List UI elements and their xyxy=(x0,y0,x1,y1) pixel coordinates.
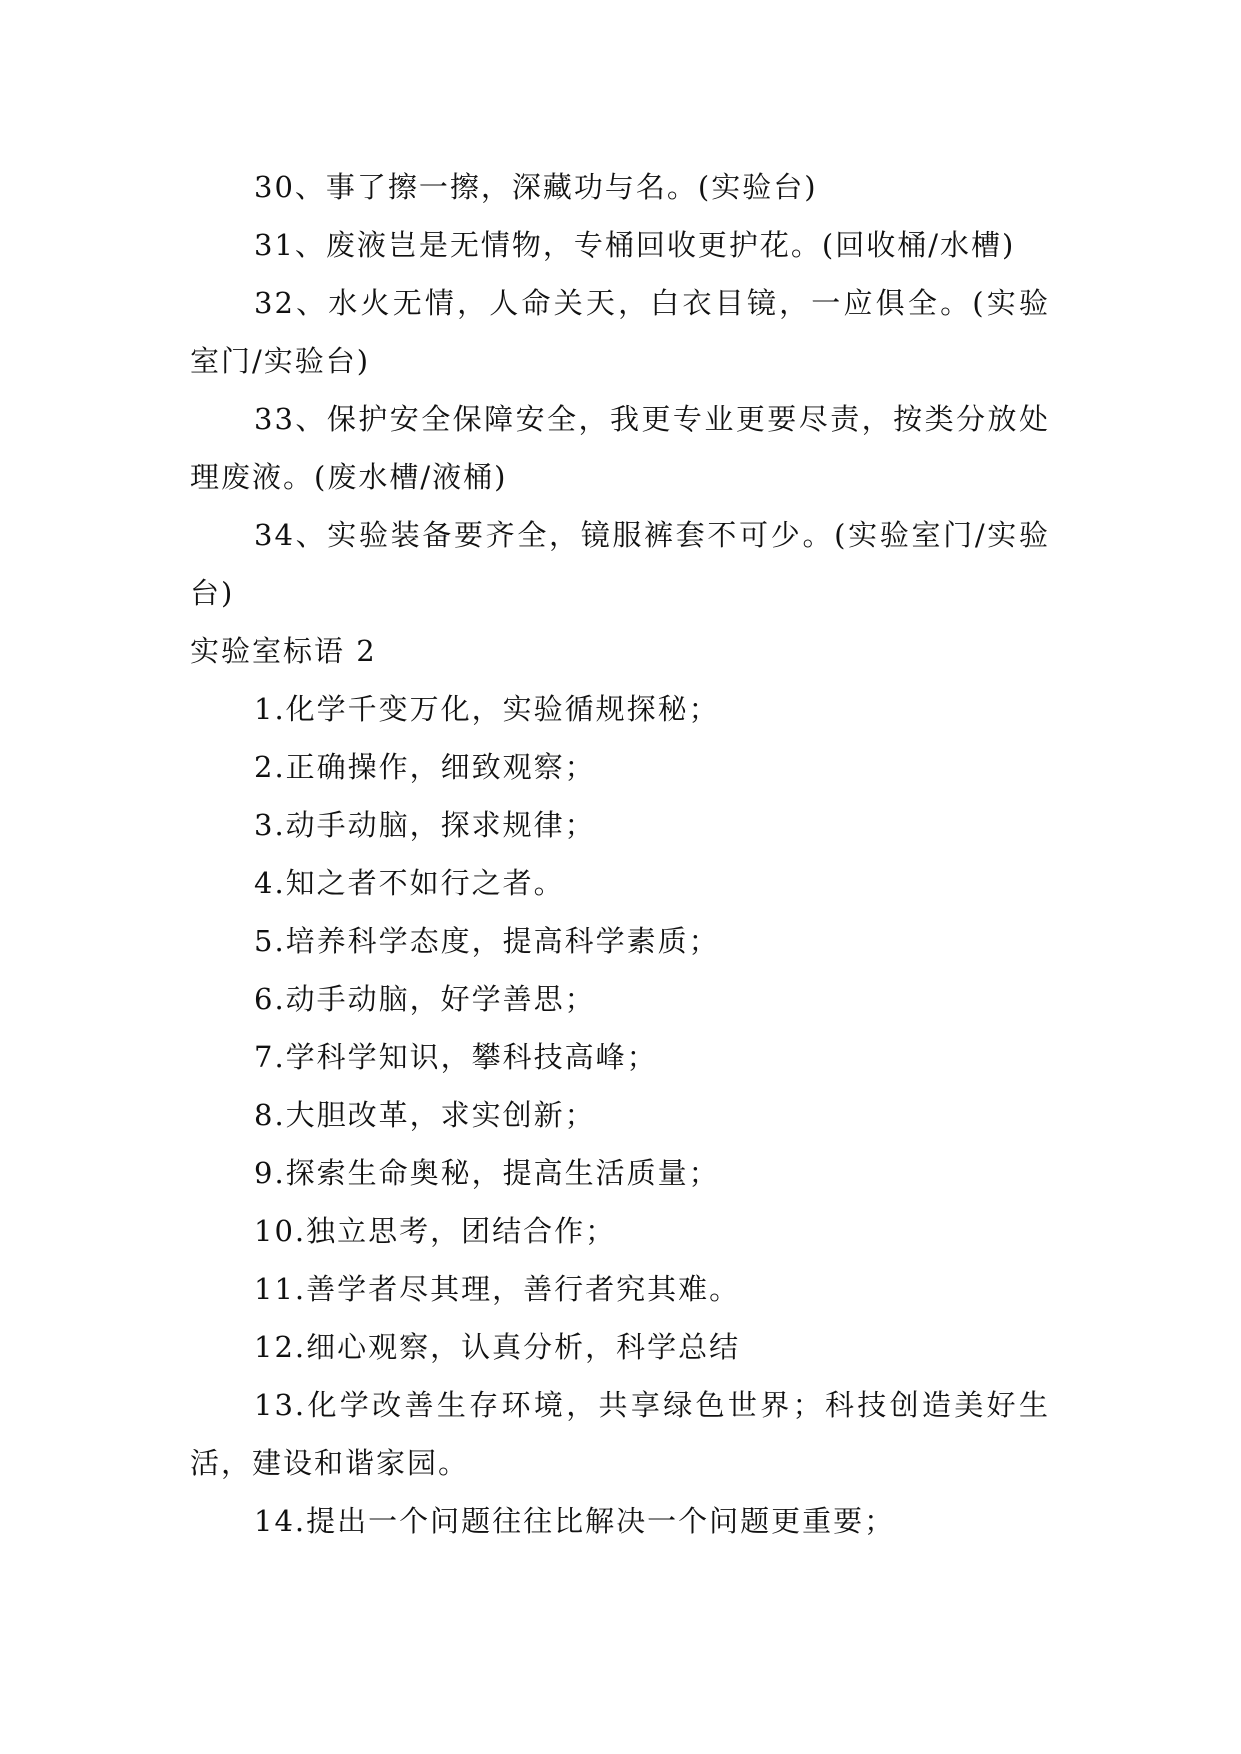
slogan-paragraph: 3.动手动脑，探求规律； xyxy=(254,808,596,842)
slogan-paragraph: 12.细心观察，认真分析，科学总结 xyxy=(254,1330,741,1364)
slogan-paragraph: 7.学科学知识，攀科技高峰； xyxy=(254,1040,658,1074)
slogan-paragraph: 6.动手动脑，好学善思； xyxy=(254,982,596,1016)
slogan-paragraph: 5.培养科学态度，提高科学素质； xyxy=(254,924,720,958)
slogan-paragraph: 8.大胆改革，求实创新； xyxy=(254,1098,596,1132)
document-body xyxy=(190,158,1050,1550)
section-heading: 实验室标语 2 xyxy=(190,634,377,668)
slogan-paragraph: 33、保护安全保障安全，我更专业更要尽责，按类分放处理废液。(废水槽/液桶) xyxy=(190,402,1050,494)
slogan-paragraph: 10.独立思考，团结合作； xyxy=(254,1214,617,1248)
slogan-paragraph: 14.提出一个问题往往比解决一个问题更重要； xyxy=(254,1504,896,1538)
slogan-paragraph: 1.化学千变万化，实验循规探秘； xyxy=(254,692,720,726)
slogan-paragraph: 32、水火无情，人命关天，白衣目镜，一应俱全。(实验室门/实验台) xyxy=(190,286,1050,378)
slogan-paragraph: 31、废液岂是无情物，专桶回收更护花。(回收桶/水槽) xyxy=(254,228,1016,262)
slogan-paragraph: 34、实验装备要齐全，镜服裤套不可少。(实验室门/实验台) xyxy=(190,518,1050,610)
slogan-paragraph: 13.化学改善生存环境，共享绿色世界；科技创造美好生活，建设和谐家园。 xyxy=(190,1388,1050,1480)
slogan-paragraph: 4.知之者不如行之者。 xyxy=(254,866,565,900)
slogan-paragraph: 30、事了擦一擦，深藏功与名。(实验台) xyxy=(254,170,818,204)
slogan-paragraph: 9.探索生命奥秘，提高生活质量； xyxy=(254,1156,720,1190)
slogan-paragraph: 11.善学者尽其理，善行者究其难。 xyxy=(254,1272,741,1306)
slogan-paragraph: 2.正确操作，细致观察； xyxy=(254,750,596,784)
